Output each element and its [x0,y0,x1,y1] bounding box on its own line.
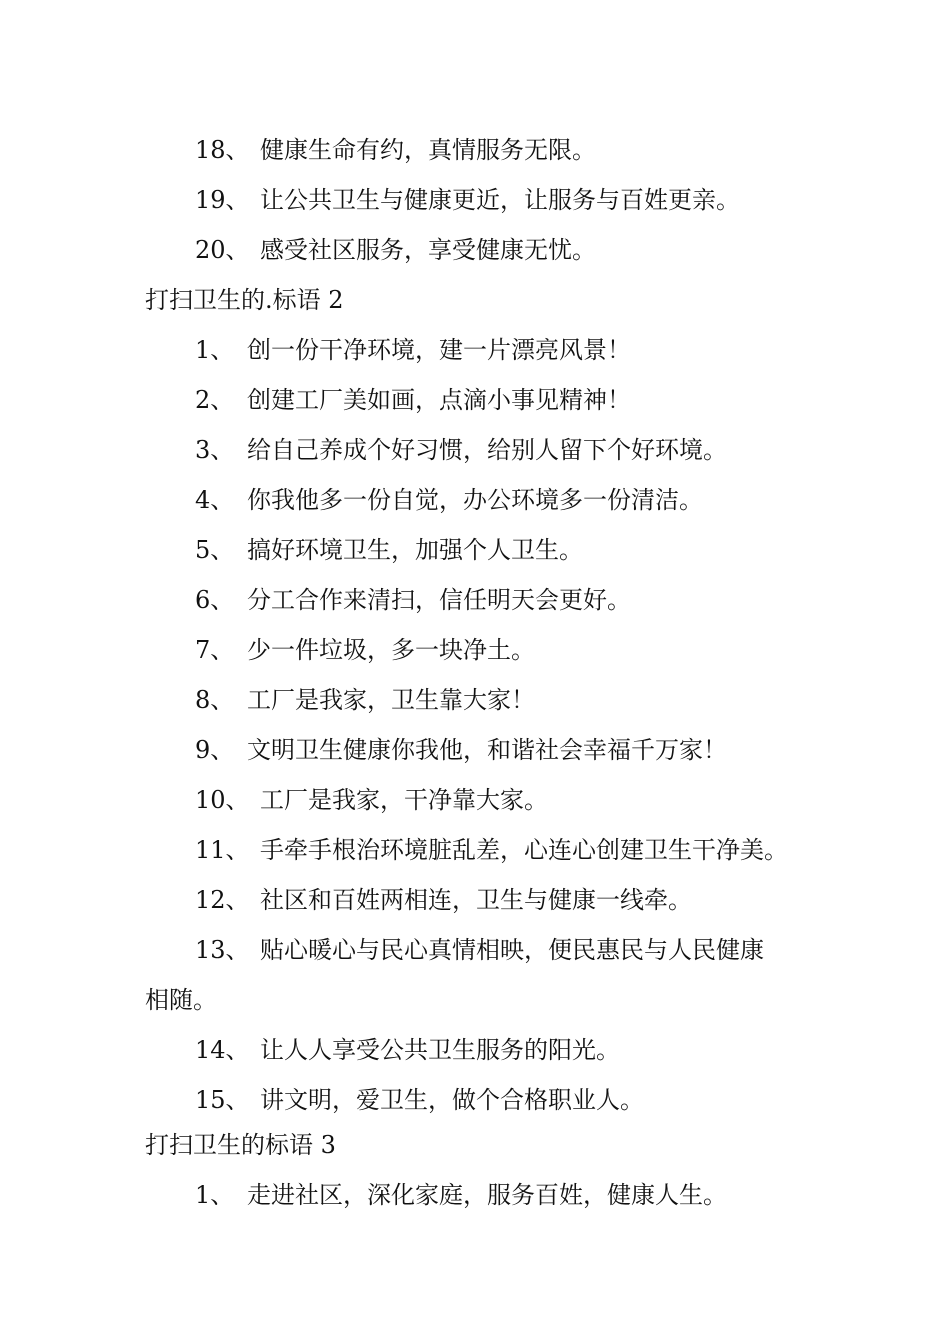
item-text: 工厂是我家，干净靠大家。 [260,786,548,814]
list-item [0,325,950,375]
list-item [0,225,950,275]
item-text: 你我他多一份自觉，办公环境多一份清洁。 [247,486,703,514]
list-item [0,1025,950,1075]
section-heading: 打扫卫生的标语 3 [145,1131,336,1159]
item-number: 6、 [195,586,235,614]
list-item-continuation: 相随。 [145,986,217,1014]
item-text: 给自己养成个好习惯，给别人留下个好环境。 [247,436,727,464]
item-number: 5、 [195,536,235,564]
item-number: 7、 [195,636,235,664]
list-item [0,475,950,525]
item-text: 搞好环境卫生，加强个人卫生。 [247,536,583,564]
item-text: 讲文明，爱卫生，做个合格职业人。 [260,1086,644,1114]
item-text: 贴心暖心与民心真情相映，便民惠民与人民健康 [260,936,764,964]
item-number: 3、 [195,436,235,464]
section-heading: 打扫卫生的.标语 2 [145,286,344,314]
item-number: 10、 [195,786,250,814]
item-number: 15、 [195,1086,250,1114]
list-item [0,625,950,675]
list-item [0,525,950,575]
item-text: 社区和百姓两相连，卫生与健康一线牵。 [260,886,692,914]
list-item [0,875,950,925]
list-item [0,925,950,975]
list-item [0,1075,950,1125]
list-item [0,1170,950,1220]
item-number: 4、 [195,486,235,514]
item-text: 分工合作来清扫，信任明天会更好。 [247,586,631,614]
list-item [0,125,950,175]
list-item [0,575,950,625]
item-text: 创建工厂美如画，点滴小事见精神！ [247,386,631,414]
list-item [0,425,950,475]
item-text: 走进社区，深化家庭，服务百姓，健康人生。 [247,1181,727,1209]
item-text: 创一份干净环境，建一片漂亮风景！ [247,336,631,364]
item-text: 文明卫生健康你我他，和谐社会幸福千万家！ [247,736,727,764]
item-text: 少一件垃圾，多一块净土。 [247,636,535,664]
list-item [0,375,950,425]
list-item [0,675,950,725]
item-text: 感受社区服务，享受健康无忧。 [260,236,596,264]
list-item [0,725,950,775]
item-number: 9、 [195,736,235,764]
item-number: 12、 [195,886,250,914]
item-text: 手牵手根治环境脏乱差，心连心创建卫生干净美。 [260,836,788,864]
item-number: 19、 [195,186,250,214]
list-item [0,175,950,225]
item-number: 8、 [195,686,235,714]
item-number: 11、 [195,836,250,864]
item-number: 1、 [195,336,235,364]
item-text: 让人人享受公共卫生服务的阳光。 [260,1036,620,1064]
list-item [0,825,950,875]
item-text: 健康生命有约，真情服务无限。 [260,136,596,164]
list-item [0,775,950,825]
item-number: 18、 [195,136,250,164]
item-number: 14、 [195,1036,250,1064]
item-number: 1、 [195,1181,235,1209]
item-text: 工厂是我家，卫生靠大家！ [247,686,535,714]
item-number: 20、 [195,236,250,264]
item-text: 让公共卫生与健康更近，让服务与百姓更亲。 [260,186,740,214]
item-number: 2、 [195,386,235,414]
item-number: 13、 [195,936,250,964]
